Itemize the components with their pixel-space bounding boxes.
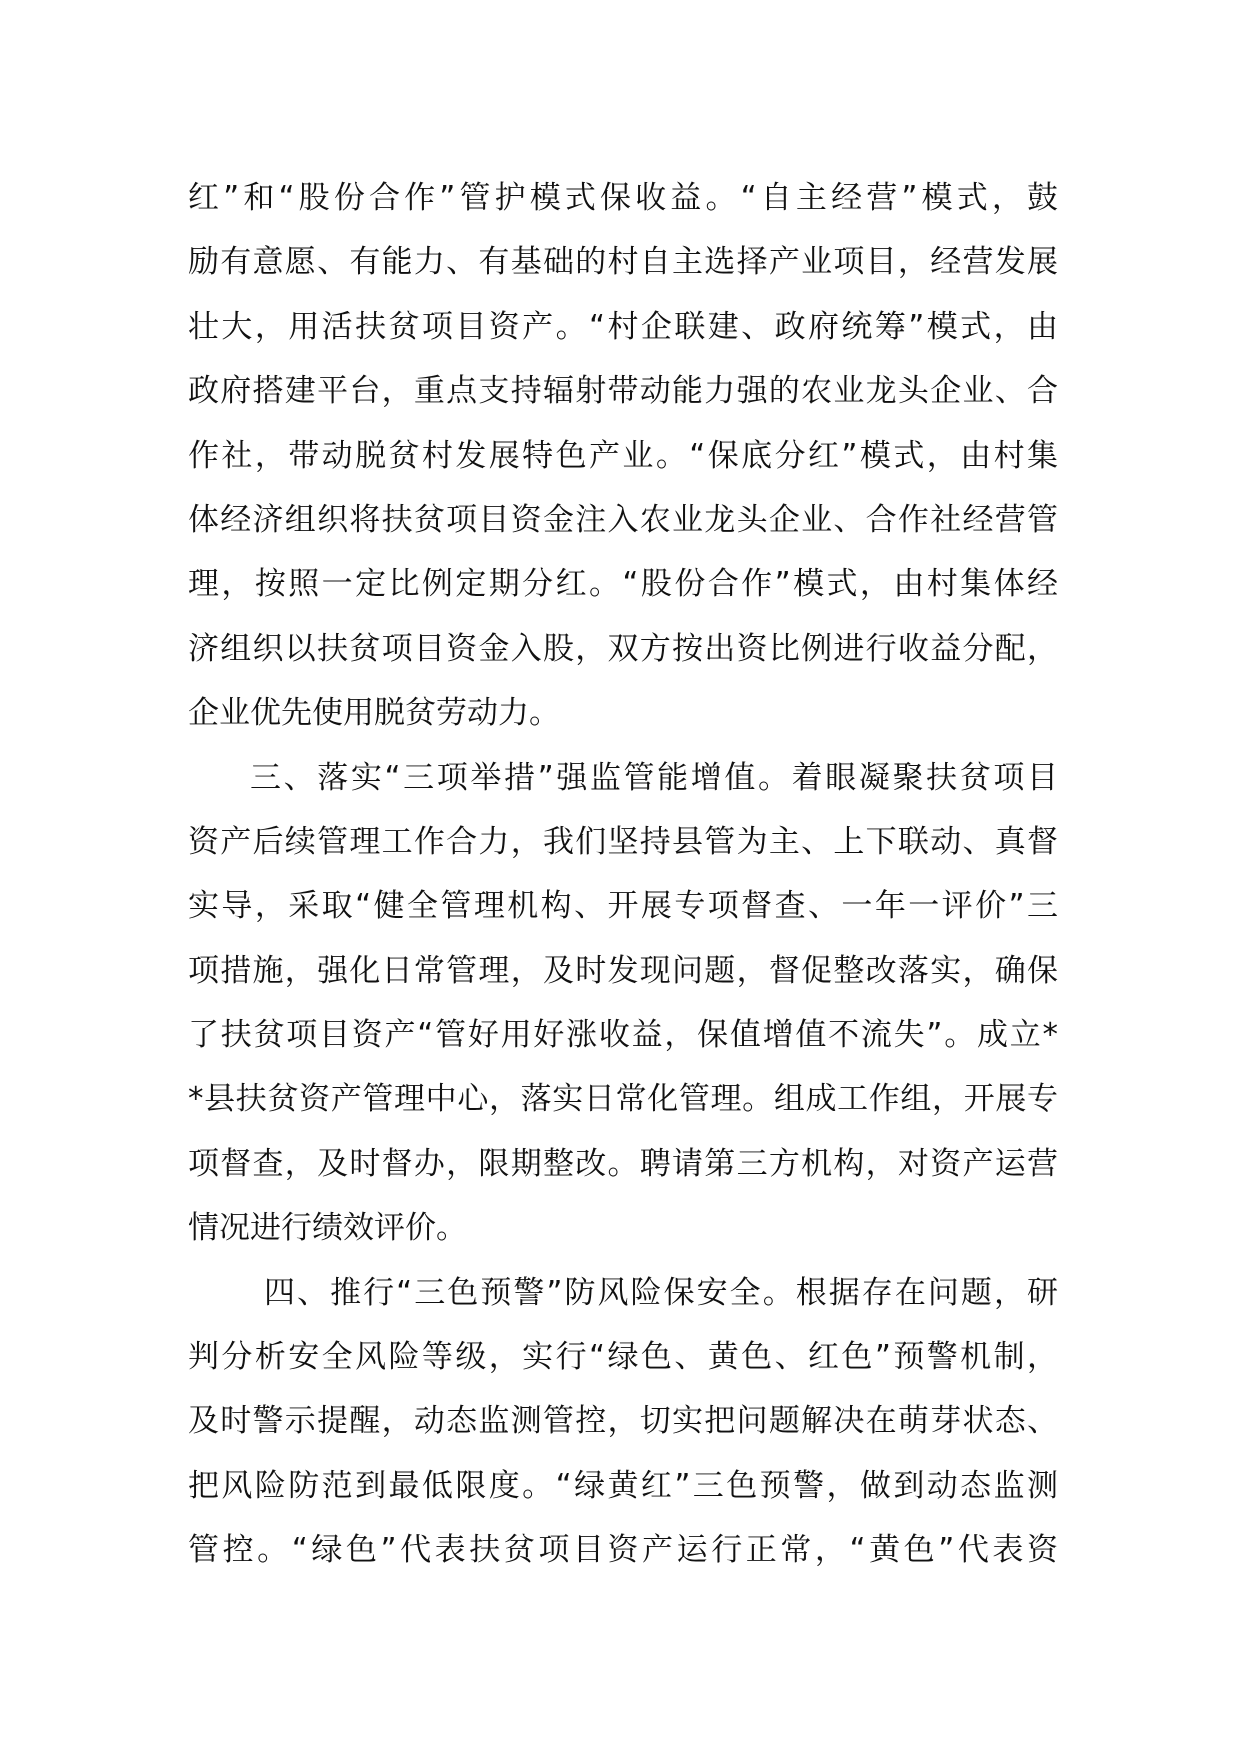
text-line: 资产后续管理工作合力，我们坚持县管为主、上下联动、真督 xyxy=(188,823,1058,860)
text-line: 管控。“绿色”代表扶贫项目资产运行正常，“黄色”代表资 xyxy=(188,1532,1058,1569)
text-line: 判分析安全风险等级，实行“绿色、黄色、红色”预警机制， xyxy=(188,1339,1058,1376)
paragraph-2-continued xyxy=(188,166,1058,746)
text-line: 实导，采取“健全管理机构、开展专项督查、一年一评价”三 xyxy=(188,888,1058,925)
text-line: 壮大，用活扶贫项目资产。“村企联建、政府统筹”模式，由 xyxy=(188,308,1058,345)
text-line: 把风险防范到最低限度。“绿黄红”三色预警，做到动态监测 xyxy=(188,1467,1058,1504)
text-line: 红”和“股份合作”管护模式保收益。“自主经营”模式，鼓 xyxy=(188,180,1058,216)
text-line: 了扶贫项目资产“管好用好涨收益，保值增值不流失”。成立* xyxy=(188,1017,1058,1054)
paragraph-section-three xyxy=(188,746,1058,1261)
document-body xyxy=(188,166,1058,1583)
text-line: 励有意愿、有能力、有基础的村自主选择产业项目，经营发展 xyxy=(188,244,1058,281)
paragraph-section-four xyxy=(188,1261,1058,1583)
text-line: 项措施，强化日常管理，及时发现问题，督促整改落实，确保 xyxy=(188,952,1058,989)
section-heading-line: 四、推行“三色预警”防风险保安全。根据存在问题，研 xyxy=(264,1274,1058,1311)
text-line: 情况进行绩效评价。 xyxy=(188,1210,467,1247)
text-line: 项督查，及时督办，限期整改。聘请第三方机构，对资产运营 xyxy=(188,1145,1058,1182)
text-line: 体经济组织将扶贫项目资金注入农业龙头企业、合作社经营管 xyxy=(188,501,1058,538)
section-heading-line: 三、落实“三项举措”强监管能增值。着眼凝聚扶贫项目 xyxy=(250,759,1058,796)
text-line: 济组织以扶贫项目资金入股，双方按出资比例进行收益分配， xyxy=(188,630,1058,667)
text-line: *县扶贫资产管理中心，落实日常化管理。组成工作组，开展专 xyxy=(188,1081,1058,1118)
text-line: 企业优先使用脱贫劳动力。 xyxy=(188,695,560,732)
text-line: 作社，带动脱贫村发展特色产业。“保底分红”模式，由村集 xyxy=(188,437,1058,474)
text-line: 政府搭建平台，重点支持辐射带动能力强的农业龙头企业、合 xyxy=(188,373,1058,410)
text-line: 理，按照一定比例定期分红。“股份合作”模式，由村集体经 xyxy=(188,566,1058,603)
text-line: 及时警示提醒，动态监测管控，切实把问题解决在萌芽状态、 xyxy=(188,1403,1058,1440)
